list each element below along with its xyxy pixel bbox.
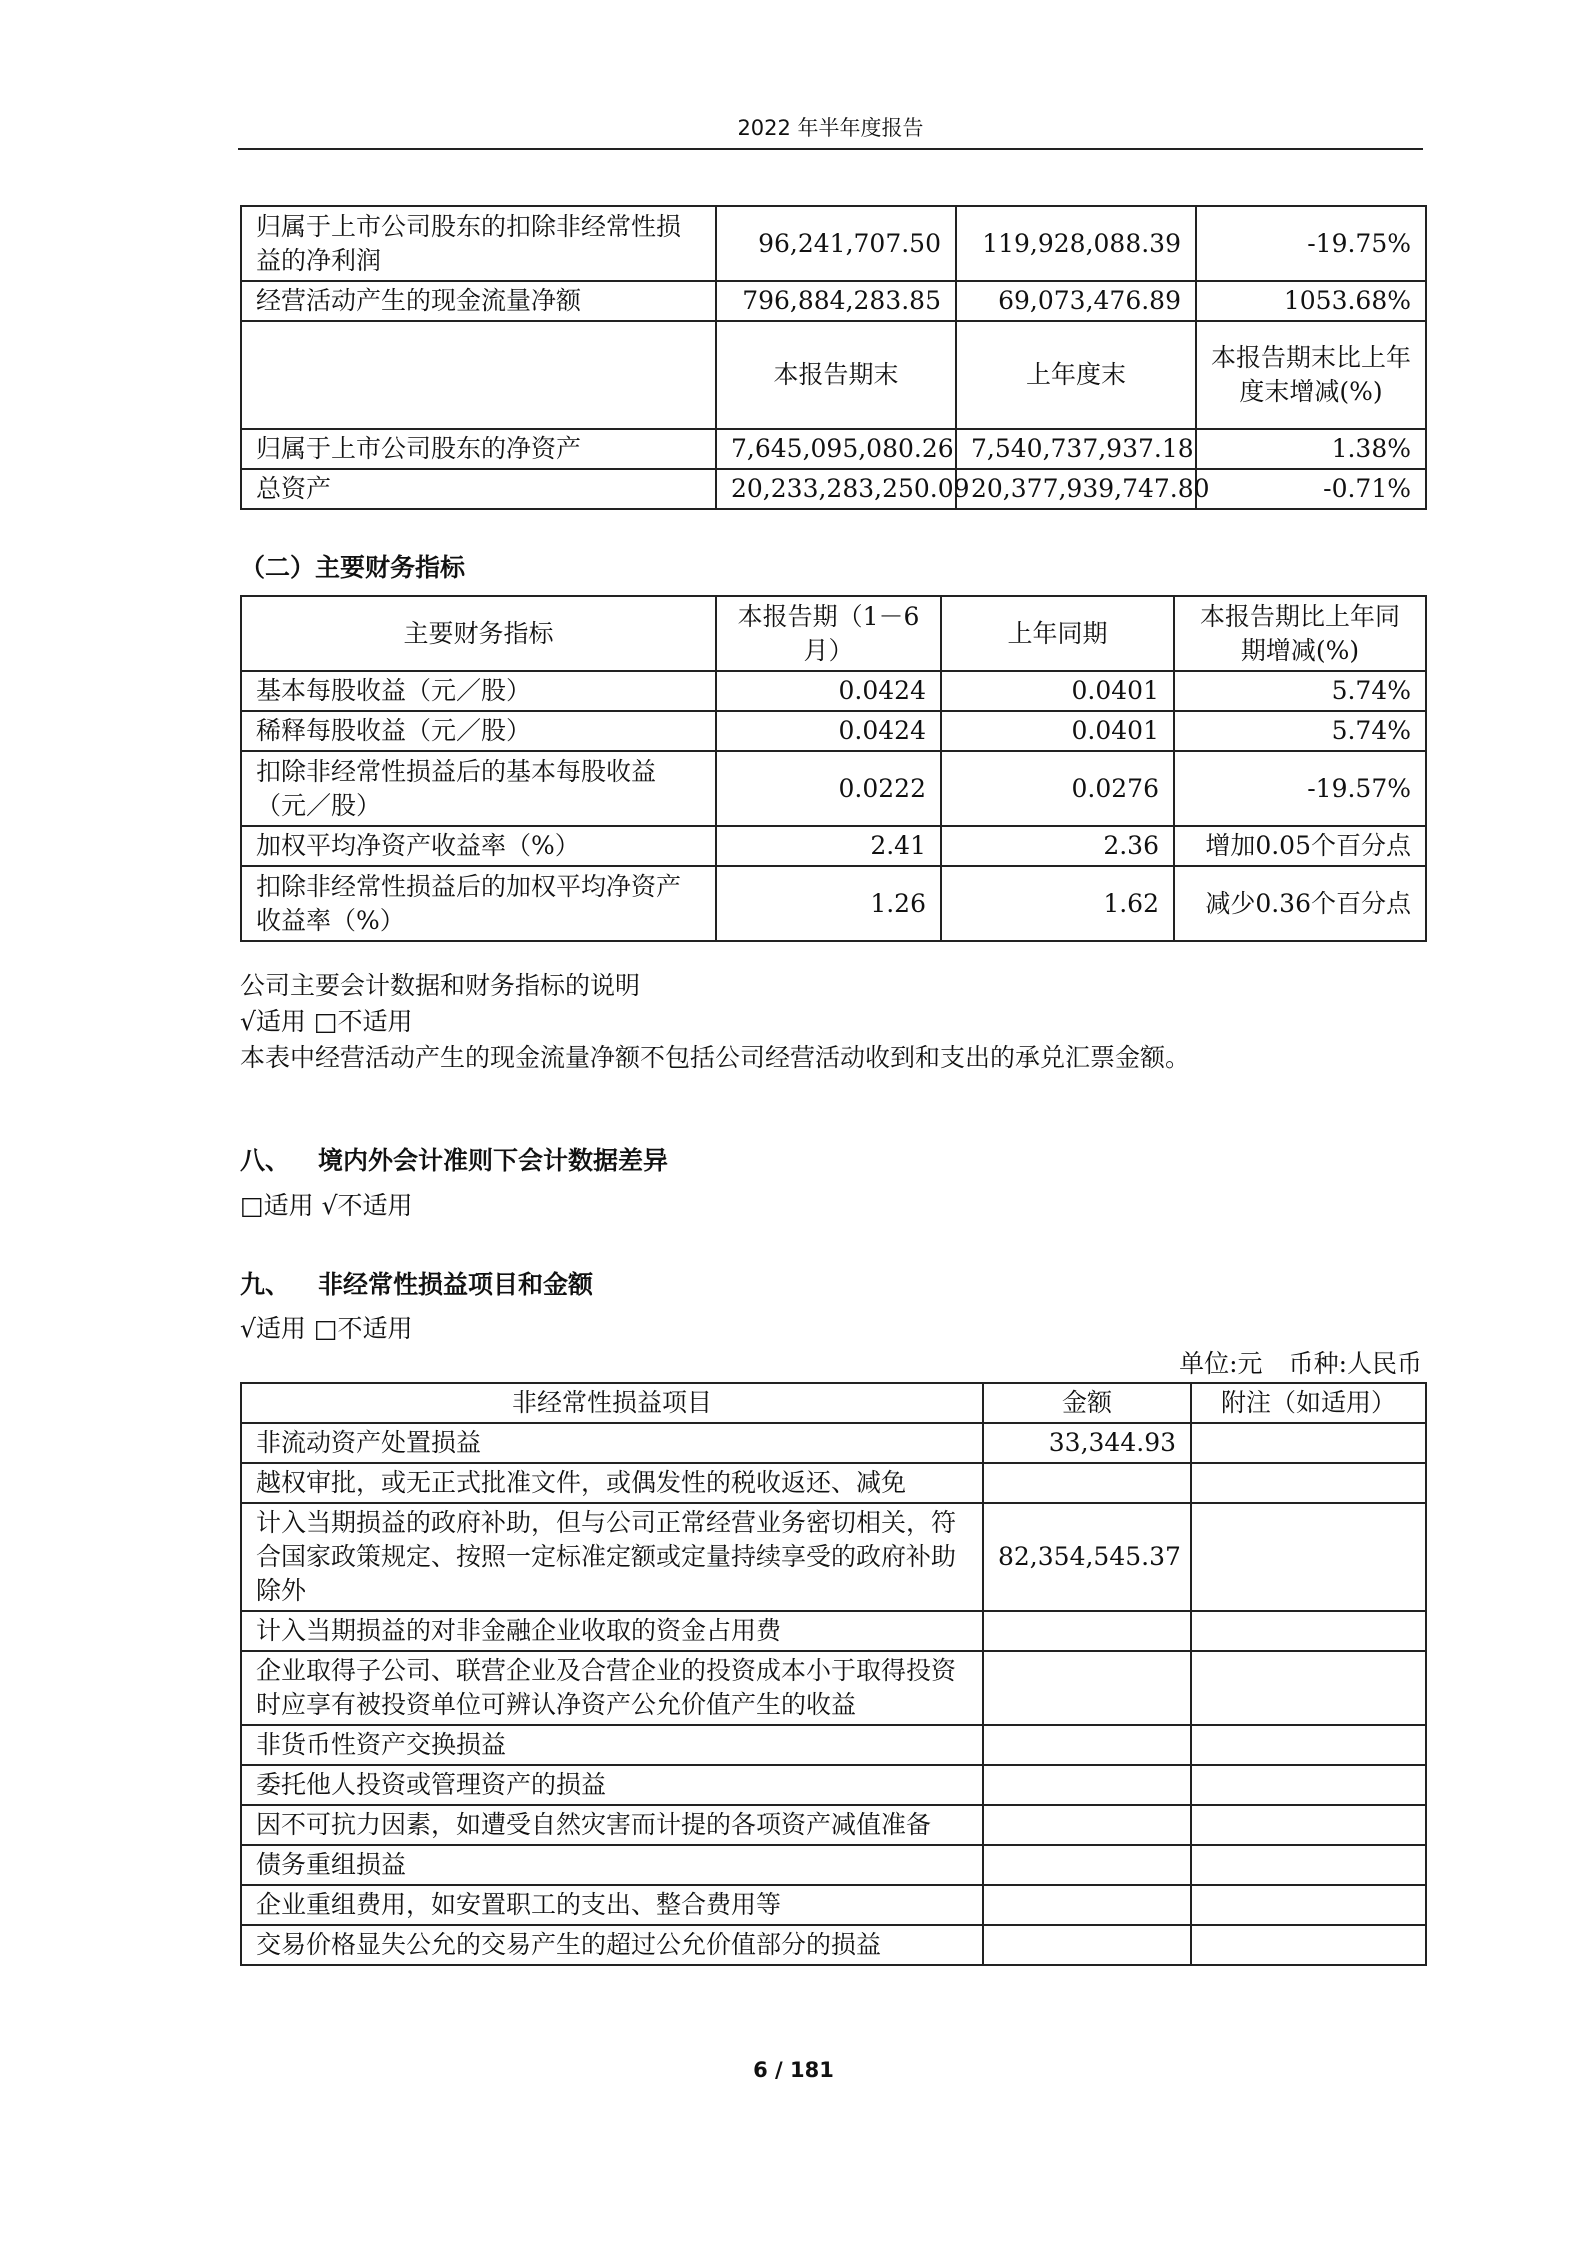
currency-label: 币种:人民币	[1288, 1349, 1422, 1378]
change-value: -19.75%	[1196, 206, 1426, 281]
previous-value: 119,928,088.39	[956, 206, 1196, 281]
item-label: 企业取得子公司、联营企业及合营企业的投资成本小于取得投资时应享有被投资单位可辨认净资产公允价值产生的收益	[241, 1651, 983, 1725]
table-row	[241, 281, 1426, 321]
amount-value	[983, 1611, 1191, 1651]
previous-value: 7,540,737,937.18	[956, 429, 1196, 469]
table-header	[241, 596, 1426, 671]
section-title-accounting-differences	[240, 1143, 668, 1179]
table-row	[241, 866, 1426, 941]
note-value	[1191, 1765, 1426, 1805]
amount-value	[983, 1651, 1191, 1725]
note-value	[1191, 1463, 1426, 1503]
section-title-non-recurring	[240, 1267, 593, 1303]
previous-value: 0.0401	[941, 711, 1174, 751]
item-label: 交易价格显失公允的交易产生的超过公允价值部分的损益	[241, 1925, 983, 1965]
subheader-current: 本报告期末	[716, 321, 956, 429]
previous-value: 2.36	[941, 826, 1174, 866]
amount-value: 33,344.93	[983, 1423, 1191, 1463]
change-value: -19.57%	[1174, 751, 1426, 826]
table-row	[241, 671, 1426, 711]
change-value: 5.74%	[1174, 671, 1426, 711]
row-label: 总资产	[241, 469, 716, 509]
table-row	[241, 1845, 1426, 1885]
table-row	[241, 711, 1426, 751]
previous-value: 0.0401	[941, 671, 1174, 711]
section8-applicable-checkbox[interactable]: □适用 √不适用	[240, 1191, 413, 1220]
table-row	[241, 1463, 1426, 1503]
previous-value: 1.62	[941, 866, 1174, 941]
amount-value	[983, 1845, 1191, 1885]
amount-value	[983, 1805, 1191, 1845]
row-label: 加权平均净资产收益率（%）	[241, 826, 716, 866]
current-value: 0.0424	[716, 671, 941, 711]
header-note: 附注（如适用）	[1191, 1383, 1426, 1423]
item-label: 委托他人投资或管理资产的损益	[241, 1765, 983, 1805]
item-label: 因不可抗力因素，如遭受自然灾害而计提的各项资产减值准备	[241, 1805, 983, 1845]
table-row	[241, 751, 1426, 826]
unit-currency-line	[1179, 1346, 1422, 1382]
page-header: 2022 年半年度报告	[238, 108, 1423, 150]
table-row	[241, 1805, 1426, 1845]
note-value	[1191, 1805, 1426, 1845]
table-row	[241, 1925, 1426, 1965]
item-label: 非流动资产处置损益	[241, 1423, 983, 1463]
amount-value	[983, 1765, 1191, 1805]
section-title-text: 非经常性损益项目和金额	[318, 1270, 594, 1299]
header-current: 本报告期（1－6月）	[716, 596, 941, 671]
change-value: 增加0.05个百分点	[1174, 826, 1426, 866]
note-value	[1191, 1845, 1426, 1885]
amount-value: 82,354,545.37	[983, 1503, 1191, 1611]
item-label: 非货币性资产交换损益	[241, 1725, 983, 1765]
section-title-text: 境内外会计准则下会计数据差异	[318, 1146, 669, 1175]
current-value: 0.0424	[716, 711, 941, 751]
table-row	[241, 1765, 1426, 1805]
row-label: 经营活动产生的现金流量净额	[241, 281, 716, 321]
change-value: 5.74%	[1174, 711, 1426, 751]
notes-applicable-checkbox[interactable]: √适用 □不适用	[240, 1007, 413, 1036]
header-amount: 金额	[983, 1383, 1191, 1423]
header-previous: 上年同期	[941, 596, 1174, 671]
note-value	[1191, 1423, 1426, 1463]
amount-value	[983, 1925, 1191, 1965]
table-row	[241, 1611, 1426, 1651]
header-change: 本报告期比上年同期增减(%)	[1174, 596, 1426, 671]
row-label: 扣除非经常性损益后的基本每股收益（元／股）	[241, 751, 716, 826]
section-number: 九、	[240, 1270, 291, 1299]
table-row	[241, 469, 1426, 509]
row-label: 归属于上市公司股东的净资产	[241, 429, 716, 469]
page-number: 6 / 181	[753, 2058, 834, 2082]
subheader-change: 本报告期末比上年度末增减(%)	[1196, 321, 1426, 429]
change-value: 1.38%	[1196, 429, 1426, 469]
table-row	[241, 1725, 1426, 1765]
financial-indicators-table	[240, 595, 1427, 942]
amount-value	[983, 1885, 1191, 1925]
change-value: 1053.68%	[1196, 281, 1426, 321]
amount-value	[983, 1725, 1191, 1765]
header-item: 非经常性损益项目	[241, 1383, 983, 1423]
note-value	[1191, 1885, 1426, 1925]
table-row	[241, 826, 1426, 866]
table-subheader	[241, 321, 1426, 429]
note-value	[1191, 1651, 1426, 1725]
header-label: 主要财务指标	[241, 596, 716, 671]
previous-value: 69,073,476.89	[956, 281, 1196, 321]
table-row	[241, 429, 1426, 469]
subheader-label	[241, 321, 716, 429]
note-value	[1191, 1925, 1426, 1965]
current-value: 1.26	[716, 866, 941, 941]
current-value: 20,233,283,250.09	[716, 469, 956, 509]
item-label: 企业重组费用，如安置职工的支出、整合费用等	[241, 1885, 983, 1925]
current-value: 7,645,095,080.26	[716, 429, 956, 469]
table-row	[241, 1503, 1426, 1611]
table-row	[241, 206, 1426, 281]
note-value	[1191, 1725, 1426, 1765]
row-label: 归属于上市公司股东的扣除非经常性损益的净利润	[241, 206, 716, 281]
note-value	[1191, 1503, 1426, 1611]
table-row	[241, 1423, 1426, 1463]
notes-body: 本表中经营活动产生的现金流量净额不包括公司经营活动收到和支出的承兑汇票金额。	[240, 1043, 1191, 1072]
item-label: 计入当期损益的政府补助，但与公司正常经营业务密切相关，符合国家政策规定、按照一定标准定额或定量持续享受的政府补助除外	[241, 1503, 983, 1611]
current-value: 2.41	[716, 826, 941, 866]
non-recurring-items-table	[240, 1382, 1427, 1966]
previous-value: 20,377,939,747.80	[956, 469, 1196, 509]
table-header	[241, 1383, 1426, 1423]
row-label: 基本每股收益（元／股）	[241, 671, 716, 711]
item-label: 债务重组损益	[241, 1845, 983, 1885]
accounting-data-table	[240, 205, 1427, 510]
table-row	[241, 1651, 1426, 1725]
section-title-financial-indicators: （二）主要财务指标	[240, 553, 466, 582]
unit-label: 单位:元	[1179, 1349, 1263, 1378]
row-label: 稀释每股收益（元／股）	[241, 711, 716, 751]
item-label: 越权审批，或无正式批准文件，或偶发性的税收返还、减免	[241, 1463, 983, 1503]
subheader-previous: 上年度末	[956, 321, 1196, 429]
previous-value: 0.0276	[941, 751, 1174, 826]
section9-applicable-checkbox[interactable]: √适用 □不适用	[240, 1314, 413, 1343]
amount-value	[983, 1463, 1191, 1503]
change-value: 减少0.36个百分点	[1174, 866, 1426, 941]
row-label: 扣除非经常性损益后的加权平均净资产收益率（%）	[241, 866, 716, 941]
current-value: 796,884,283.85	[716, 281, 956, 321]
change-value: -0.71%	[1196, 469, 1426, 509]
current-value: 96,241,707.50	[716, 206, 956, 281]
current-value: 0.0222	[716, 751, 941, 826]
item-label: 计入当期损益的对非金融企业收取的资金占用费	[241, 1611, 983, 1651]
section-number: 八、	[240, 1146, 291, 1175]
table-row	[241, 1885, 1426, 1925]
notes-heading: 公司主要会计数据和财务指标的说明	[240, 971, 641, 1000]
note-value	[1191, 1611, 1426, 1651]
